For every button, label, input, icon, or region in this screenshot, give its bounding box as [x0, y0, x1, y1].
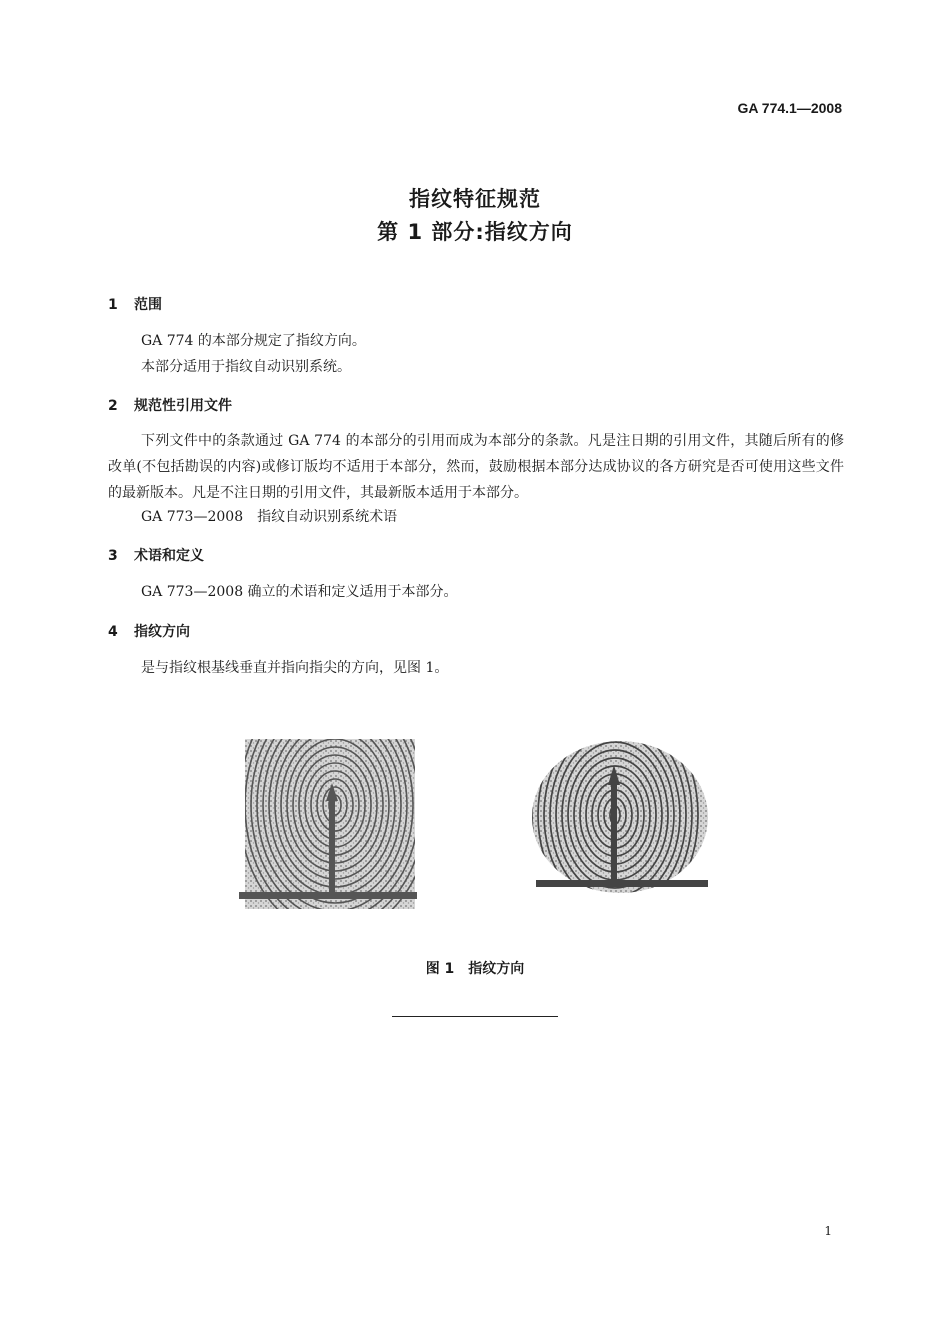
- standard-number: GA 774.1—2008: [737, 100, 842, 116]
- document-title: 指纹特征规范: [409, 187, 541, 211]
- document-subtitle: 第 1 部分:指纹方向: [377, 220, 573, 244]
- baseline-left: [239, 892, 417, 899]
- normative-reference: GA 773—2008 指纹自动识别系统术语: [141, 509, 398, 525]
- section-number: 1: [108, 297, 118, 313]
- end-rule: [392, 1016, 558, 1017]
- section-title: 指纹方向: [134, 624, 190, 640]
- section-3-paragraph: GA 773—2008 确立的术语和定义适用于本部分。: [141, 584, 458, 600]
- section-3-heading: [108, 545, 204, 565]
- section-1-heading: [108, 294, 162, 314]
- section-2-heading: [108, 395, 232, 415]
- figure-caption: 图 1 指纹方向: [425, 961, 525, 977]
- section-4-heading: [108, 621, 190, 641]
- section-number: 2: [108, 398, 118, 414]
- fingerprint-figure: [235, 735, 715, 915]
- section-4-paragraph: 是与指纹根基线垂直并指向指尖的方向，见图 1。: [141, 660, 449, 676]
- section-number: 4: [108, 624, 118, 640]
- section-number: 3: [108, 548, 118, 564]
- section-2-body: 下列文件中的条款通过 GA 774 的本部分的引用而成为本部分的条款。凡是注日期的引用文件，其随后所有的修改单(不包括勘误的内容)或修订版均不适用于本部分，然而，鼓励根据本部分达成协议的各方研究是否可使用这些文件的最新版本。凡是不注日期的引用文件，其最新版本适用于本部分。: [108, 433, 844, 501]
- baseline-right: [536, 880, 708, 887]
- section-title: 范围: [134, 297, 162, 313]
- section-title: 规范性引用文件: [134, 398, 232, 414]
- page-number: 1: [824, 1224, 832, 1238]
- section-title: 术语和定义: [134, 548, 204, 564]
- fingerprint-image-right: [525, 735, 715, 915]
- section-1-paragraph: 本部分适用于指纹自动识别系统。: [141, 359, 351, 375]
- section-1-paragraph: GA 774 的本部分规定了指纹方向。: [141, 333, 366, 349]
